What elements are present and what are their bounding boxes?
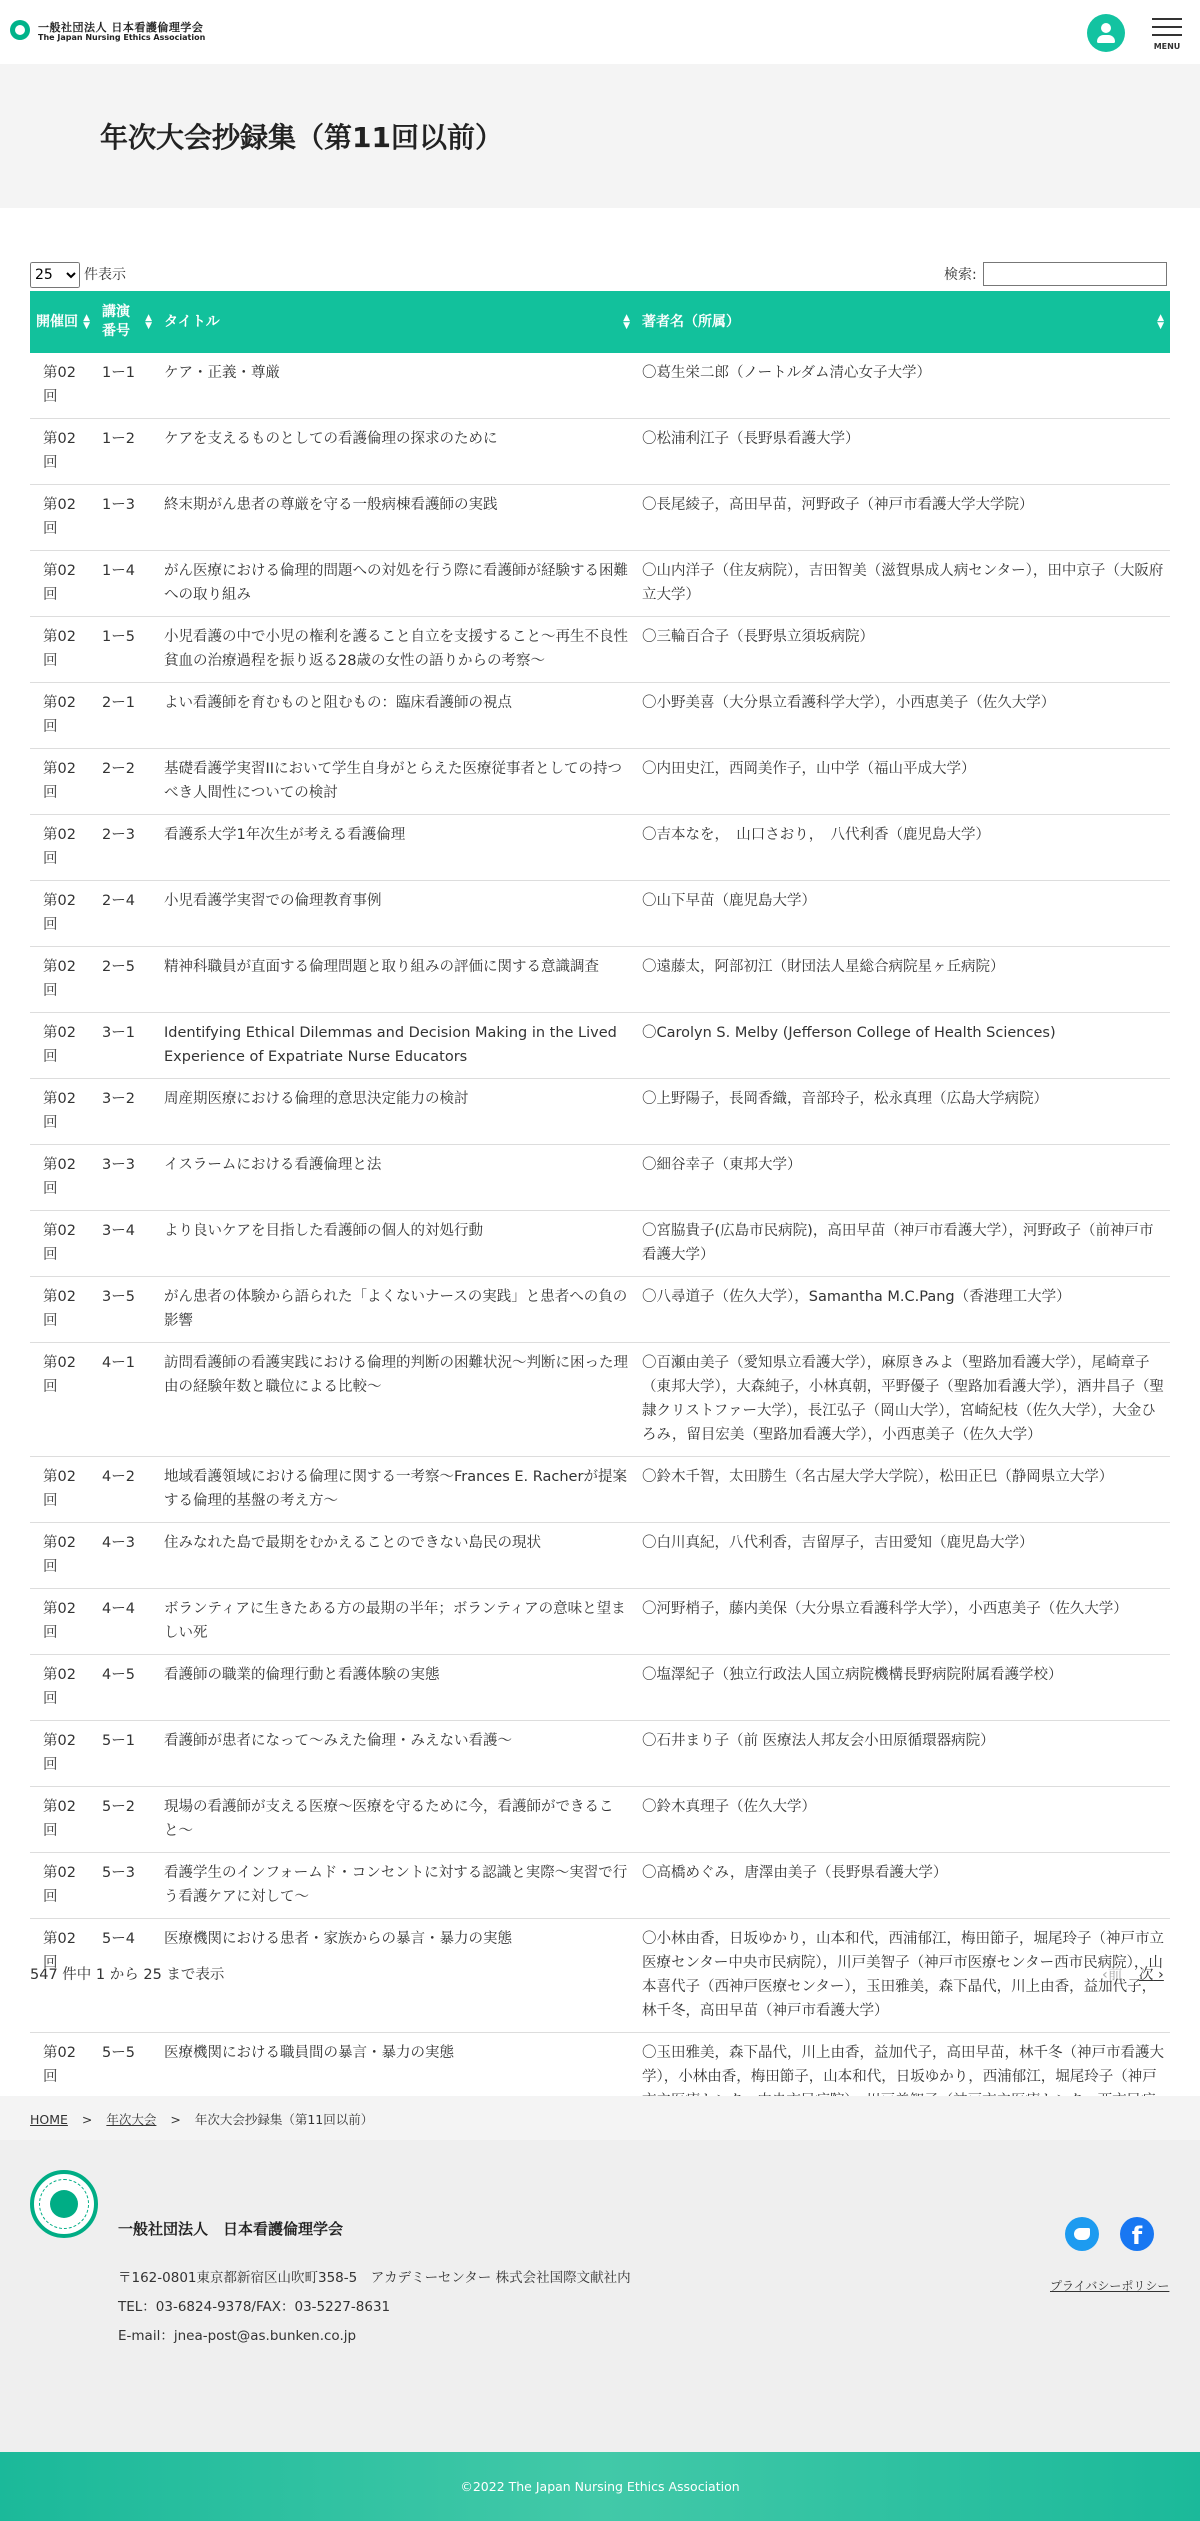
table-row[interactable] xyxy=(30,1079,1170,1145)
title-cell: 医療機関における患者・家族からの暴言・暴力の実態 xyxy=(158,1919,636,2033)
session-cell: 第02回 xyxy=(30,551,96,617)
twitter-icon[interactable] xyxy=(1065,2217,1099,2251)
table-row[interactable] xyxy=(30,1721,1170,1787)
table-row[interactable] xyxy=(30,815,1170,881)
page-length-label: 件表示 xyxy=(84,267,126,283)
breadcrumb-current: 年次大会抄録集（第11回以前） xyxy=(194,2112,374,2127)
session-cell: 第02回 xyxy=(30,1211,96,1277)
table-row[interactable] xyxy=(30,1013,1170,1079)
association-seal-logo xyxy=(30,2170,98,2238)
author-cell: 〇小林由香，日坂ゆかり，山本和代，西浦郁江，梅田節子，堀尾玲子（神戸市立医療センター中央市民病院），川戸美智子（神戸市医療センター西市民病院），山本喜代子（西神戸医療センター），玉田雅美，森下晶代，川上由香，益加代子，林千冬，高田早苗（神戸市看護大学） xyxy=(636,1919,1170,2033)
session-cell: 第02回 xyxy=(30,1457,96,1523)
sort-icon: ▲ ▼ xyxy=(623,313,630,331)
column-header-session[interactable]: 開催回 ▲ ▼ xyxy=(30,291,96,353)
title-cell: がん医療における倫理的問題への対処を行う際に看護師が経験する困難への取り組み xyxy=(158,551,636,617)
table-row[interactable] xyxy=(30,1277,1170,1343)
column-header-title[interactable]: タイトル ▲ ▼ xyxy=(158,291,636,353)
logo-japanese-name[interactable]: 一般社団法人 日本看護倫理学会 xyxy=(38,21,204,34)
footer-phone: TEL：03-6824-9378/FAX：03-5227-8631 xyxy=(118,2299,391,2315)
page-length-control xyxy=(30,262,126,288)
nurse-cap-icon xyxy=(50,2190,78,2218)
author-cell: 〇八尋道子（佐久大学），Samantha M.C.Pang（香港理工大学） xyxy=(636,1277,1170,1343)
lecture-number-cell: 2ー3 xyxy=(96,815,158,881)
table-row[interactable] xyxy=(30,419,1170,485)
breadcrumb-annual-meeting[interactable]: 年次大会 xyxy=(106,2112,157,2127)
footer-org-name: 一般社団法人 日本看護倫理学会 xyxy=(118,2220,344,2238)
page-hero xyxy=(0,64,1200,208)
author-cell: 〇玉田雅美，森下晶代，川上由香，益加代子，高田早苗，林千冬（神戸市看護大学），小林由香，梅田節子，山本和代，日坂ゆかり，西浦郁江，堀尾玲子（神戸 xyxy=(636,2033,1170,2147)
title-cell: 看護師の職業的倫理行動と看護体験の実態 xyxy=(158,1655,636,1721)
session-cell: 第02回 xyxy=(30,1589,96,1655)
author-cell: 〇山下早苗（鹿児島大学） xyxy=(636,881,1170,947)
hamburger-icon xyxy=(1152,18,1182,20)
footer-email: E-mail：jnea-post@as.bunken.co.jp xyxy=(118,2328,357,2344)
session-cell: 第02回 xyxy=(30,617,96,683)
title-cell: 小児看護学実習での倫理教育事例 xyxy=(158,881,636,947)
session-cell: 第02回 xyxy=(30,947,96,1013)
lecture-number-cell: 3ー4 xyxy=(96,1211,158,1277)
table-row[interactable] xyxy=(30,1853,1170,1919)
title-cell: 終末期がん患者の尊厳を守る一般病棟看護師の実践 xyxy=(158,485,636,551)
privacy-policy-link[interactable]: プライバシーポリシー xyxy=(1050,2279,1170,2293)
breadcrumb-separator: > xyxy=(170,2112,181,2127)
title-cell: ボランティアに生きたある方の最期の半年；ボランティアの意味と望ましい死 xyxy=(158,1589,636,1655)
title-cell: 現場の看護師が支える医療〜医療を守るために今，看護師ができること〜 xyxy=(158,1787,636,1853)
abstracts-table-wrapper xyxy=(30,291,1170,2147)
session-cell: 第02回 xyxy=(30,353,96,419)
breadcrumb-home[interactable]: HOME xyxy=(30,2112,68,2127)
title-cell: 周産期医療における倫理的意思決定能力の検討 xyxy=(158,1079,636,1145)
breadcrumb xyxy=(30,2110,373,2128)
title-cell: 看護学生のインフォームド・コンセントに対する認識と実際〜実習で行う看護ケアに対して〜 xyxy=(158,1853,636,1919)
title-cell: よい看護師を育むものと阻むもの：臨床看護師の視点 xyxy=(158,683,636,749)
author-cell: 〇白川真紀，八代利香，吉留厚子，吉田愛知（鹿児島大学） xyxy=(636,1523,1170,1589)
lecture-number-cell: 4ー1 xyxy=(96,1343,158,1457)
sort-icon: ▲ ▼ xyxy=(1157,313,1164,331)
author-cell: 〇Carolyn S. Melby (Jefferson College of Health Sciences) xyxy=(636,1013,1170,1079)
title-cell: 基礎看護学実習IIにおいて学生自身がとらえた医療従事者としての持つべき人間性についての検討 xyxy=(158,749,636,815)
table-row[interactable] xyxy=(30,485,1170,551)
author-cell: 〇長尾綾子，高田早苗，河野政子（神戸市看護大学大学院） xyxy=(636,485,1170,551)
session-cell: 第02回 xyxy=(30,1145,96,1211)
title-cell: Identifying Ethical Dilemmas and Decision Making in the Lived Experience of Expatriate Nurse Educators xyxy=(158,1013,636,1079)
site-footer xyxy=(0,2140,1200,2452)
lecture-number-cell: 3ー3 xyxy=(96,1145,158,1211)
table-row[interactable] xyxy=(30,1787,1170,1853)
lecture-number-cell: 5ー2 xyxy=(96,1787,158,1853)
session-cell: 第02回 xyxy=(30,881,96,947)
page-length-select[interactable] xyxy=(30,262,80,288)
author-cell: 〇百瀬由美子（愛知県立看護大学），麻原きみよ（聖路加看護大学），尾崎章子（東邦大学），大森純子，小林真朝，平野優子（聖路加看護大学），酒井昌子（聖隷クリストファー大学），長江弘子（岡山大学），宮崎紀枝（佐久大学），大金ひろみ，留目宏美（聖路加看護大学），小西恵美子（佐久大学） xyxy=(636,1343,1170,1457)
table-row[interactable] xyxy=(30,881,1170,947)
author-cell: 〇吉本なを， 山口さおり， 八代利香（鹿児島大学） xyxy=(636,815,1170,881)
session-cell: 第02回 xyxy=(30,1343,96,1457)
author-cell: 〇小野美喜（大分県立看護科学大学），小西恵美子（佐久大学） xyxy=(636,683,1170,749)
column-header-author[interactable]: 著者名（所属） ▲ ▼ xyxy=(636,291,1170,353)
author-cell: 〇石井まり子（前 医療法人邦友会小田原循環器病院） xyxy=(636,1721,1170,1787)
footer-contact xyxy=(118,2264,631,2351)
lecture-number-cell: 1ー3 xyxy=(96,485,158,551)
session-cell: 第02回 xyxy=(30,1277,96,1343)
title-cell: 看護系大学1年次生が考える看護倫理 xyxy=(158,815,636,881)
session-cell: 第02回 xyxy=(30,815,96,881)
lecture-number-cell: 1ー4 xyxy=(96,551,158,617)
footer-address: 〒162-0801東京都新宿区山吹町358-5 アカデミーセンター 株式会社国際文献社内 xyxy=(118,2270,631,2286)
lecture-number-cell: 1ー2 xyxy=(96,419,158,485)
session-cell: 第02回 xyxy=(30,1655,96,1721)
menu-button[interactable] xyxy=(1152,18,1182,54)
table-body xyxy=(30,353,1170,2147)
lecture-number-cell: 2ー2 xyxy=(96,749,158,815)
table-row[interactable] xyxy=(30,1145,1170,1211)
author-cell: 〇葛生栄二郎（ノートルダム清心女子大学） xyxy=(636,353,1170,419)
lecture-number-cell: 1ー1 xyxy=(96,353,158,419)
title-cell: 小児看護の中で小児の権利を護ること自立を支援すること〜再生不良性貧血の治療過程を振り返る28歳の女性の語りからの考察〜 xyxy=(158,617,636,683)
title-cell: 住みなれた島で最期をむかえることのできない島民の現状 xyxy=(158,1523,636,1589)
title-cell: ケアを支えるものとしての看護倫理の探求のために xyxy=(158,419,636,485)
author-cell: 〇高橋めぐみ，唐澤由美子（長野県看護大学） xyxy=(636,1853,1170,1919)
search-control xyxy=(944,262,1167,286)
menu-label: MENU xyxy=(1153,42,1181,51)
breadcrumb-bar xyxy=(0,2096,1200,2140)
lecture-number-cell: 2ー5 xyxy=(96,947,158,1013)
lecture-number-cell: 5ー3 xyxy=(96,1853,158,1919)
author-cell: 〇三輪百合子（長野県立須坂病院） xyxy=(636,617,1170,683)
title-cell: 地域看護領域における倫理に関する一考察〜Frances E. Racherが提案する倫理的基盤の考え方〜 xyxy=(158,1457,636,1523)
author-cell: 〇松浦利江子（長野県看護大学） xyxy=(636,419,1170,485)
search-label: 検索: xyxy=(944,267,977,283)
table-row[interactable] xyxy=(30,1655,1170,1721)
session-cell: 第02回 xyxy=(30,2033,96,2147)
table-row[interactable] xyxy=(30,1523,1170,1589)
author-cell: 〇遠藤太，阿部初江（財団法人星総合病院星ヶ丘病院） xyxy=(636,947,1170,1013)
author-cell: 〇内田史江，西岡美作子，山中学（福山平成大学） xyxy=(636,749,1170,815)
table-row[interactable] xyxy=(30,947,1170,1013)
author-cell: 〇塩澤紀子（独立行政法人国立病院機構長野病院附属看護学校） xyxy=(636,1655,1170,1721)
copyright-bar xyxy=(0,2452,1200,2521)
author-cell: 〇山内洋子（住友病院），吉田智美（滋賀県成人病センター），田中京子（大阪府立大学） xyxy=(636,551,1170,617)
table-row[interactable] xyxy=(30,1457,1170,1523)
lecture-number-cell: 2ー4 xyxy=(96,881,158,947)
column-header-lecture-number[interactable]: 講演 番号 ▲ ▼ xyxy=(96,291,158,353)
logo-english-name[interactable]: The Japan Nursing Ethics Association xyxy=(38,33,206,42)
title-cell: がん患者の体験から語られた「よくないナースの実践」と患者への負の影響 xyxy=(158,1277,636,1343)
title-cell: 精神科職員が直面する倫理問題と取り組みの評価に関する意識調査 xyxy=(158,947,636,1013)
association-logo-icon[interactable] xyxy=(10,20,30,40)
session-cell: 第02回 xyxy=(30,1079,96,1145)
lecture-number-cell: 4ー2 xyxy=(96,1457,158,1523)
abstracts-table xyxy=(30,291,1170,2147)
lecture-number-cell: 3ー2 xyxy=(96,1079,158,1145)
pagination-next[interactable]: 次 › xyxy=(1138,1967,1164,1983)
pagination-previous[interactable]: ‹前 xyxy=(1102,1967,1123,1983)
session-cell: 第02回 xyxy=(30,419,96,485)
user-account-button[interactable] xyxy=(1087,14,1125,52)
session-cell: 第02回 xyxy=(30,749,96,815)
lecture-number-cell: 1ー5 xyxy=(96,617,158,683)
table-row[interactable] xyxy=(30,683,1170,749)
title-cell: 医療機関における職員間の暴言・暴力の実態 xyxy=(158,2033,636,2147)
table-row[interactable] xyxy=(30,353,1170,419)
table-row[interactable] xyxy=(30,749,1170,815)
sort-icon: ▲ ▼ xyxy=(145,313,152,331)
lecture-number-cell: 5ー4 xyxy=(96,1919,158,2033)
session-cell: 第02回 xyxy=(30,1853,96,1919)
title-cell: 訪問看護師の看護実践における倫理的判断の困難状況〜判断に困った理由の経験年数と職位による比較〜 xyxy=(158,1343,636,1457)
table-row[interactable] xyxy=(30,1343,1170,1457)
author-cell: 〇河野梢子，藤内美保（大分県立看護科学大学），小西恵美子（佐久大学） xyxy=(636,1589,1170,1655)
lecture-number-cell: 3ー5 xyxy=(96,1277,158,1343)
title-cell: 看護師が患者になって〜みえた倫理・みえない看護〜 xyxy=(158,1721,636,1787)
table-row[interactable] xyxy=(30,551,1170,617)
session-cell: 第02回 xyxy=(30,1919,96,2033)
title-cell: イスラームにおける看護倫理と法 xyxy=(158,1145,636,1211)
session-cell: 第02回 xyxy=(30,485,96,551)
session-cell: 第02回 xyxy=(30,683,96,749)
title-cell: ケア・正義・尊厳 xyxy=(158,353,636,419)
session-cell: 第02回 xyxy=(30,1013,96,1079)
lecture-number-cell: 2ー1 xyxy=(96,683,158,749)
author-cell: 〇宮脇貴子(広島市民病院)，高田早苗（神戸市看護大学），河野政子（前神戸市看護大学） xyxy=(636,1211,1170,1277)
title-cell: より良いケアを目指した看護師の個人的対処行動 xyxy=(158,1211,636,1277)
page-title: 年次大会抄録集（第11回以前） xyxy=(100,121,503,154)
table-row[interactable] xyxy=(30,617,1170,683)
table-row[interactable] xyxy=(30,1211,1170,1277)
breadcrumb-separator: > xyxy=(81,2112,93,2127)
author-cell: 〇上野陽子，長岡香織，音部玲子，松永真理（広島大学病院） xyxy=(636,1079,1170,1145)
author-cell: 〇細谷幸子（東邦大学） xyxy=(636,1145,1170,1211)
session-cell: 第02回 xyxy=(30,1721,96,1787)
session-cell: 第02回 xyxy=(30,1523,96,1589)
table-header-row xyxy=(30,291,1170,353)
lecture-number-cell: 5ー1 xyxy=(96,1721,158,1787)
lecture-number-cell: 4ー4 xyxy=(96,1589,158,1655)
author-cell: 〇鈴木千智，太田勝生（名古屋大学大学院），松田正巳（静岡県立大学） xyxy=(636,1457,1170,1523)
lecture-number-cell: 3ー1 xyxy=(96,1013,158,1079)
site-header xyxy=(0,0,1200,64)
lecture-number-cell: 4ー3 xyxy=(96,1523,158,1589)
sort-icon: ▲ ▼ xyxy=(83,313,90,331)
table-info: 547 件中 1 から 25 まで表示 xyxy=(30,1967,225,1983)
facebook-icon[interactable]: f xyxy=(1120,2217,1154,2251)
session-cell: 第02回 xyxy=(30,1787,96,1853)
lecture-number-cell: 5ー5 xyxy=(96,2033,158,2147)
copyright-text: ©2022 The Japan Nursing Ethics Association xyxy=(460,2479,740,2494)
author-cell: 〇鈴木真理子（佐久大学） xyxy=(636,1787,1170,1853)
lecture-number-cell: 4ー5 xyxy=(96,1655,158,1721)
table-row[interactable] xyxy=(30,1589,1170,1655)
user-icon xyxy=(1101,23,1111,33)
pagination xyxy=(1102,1963,1164,1984)
search-input[interactable] xyxy=(983,262,1167,286)
